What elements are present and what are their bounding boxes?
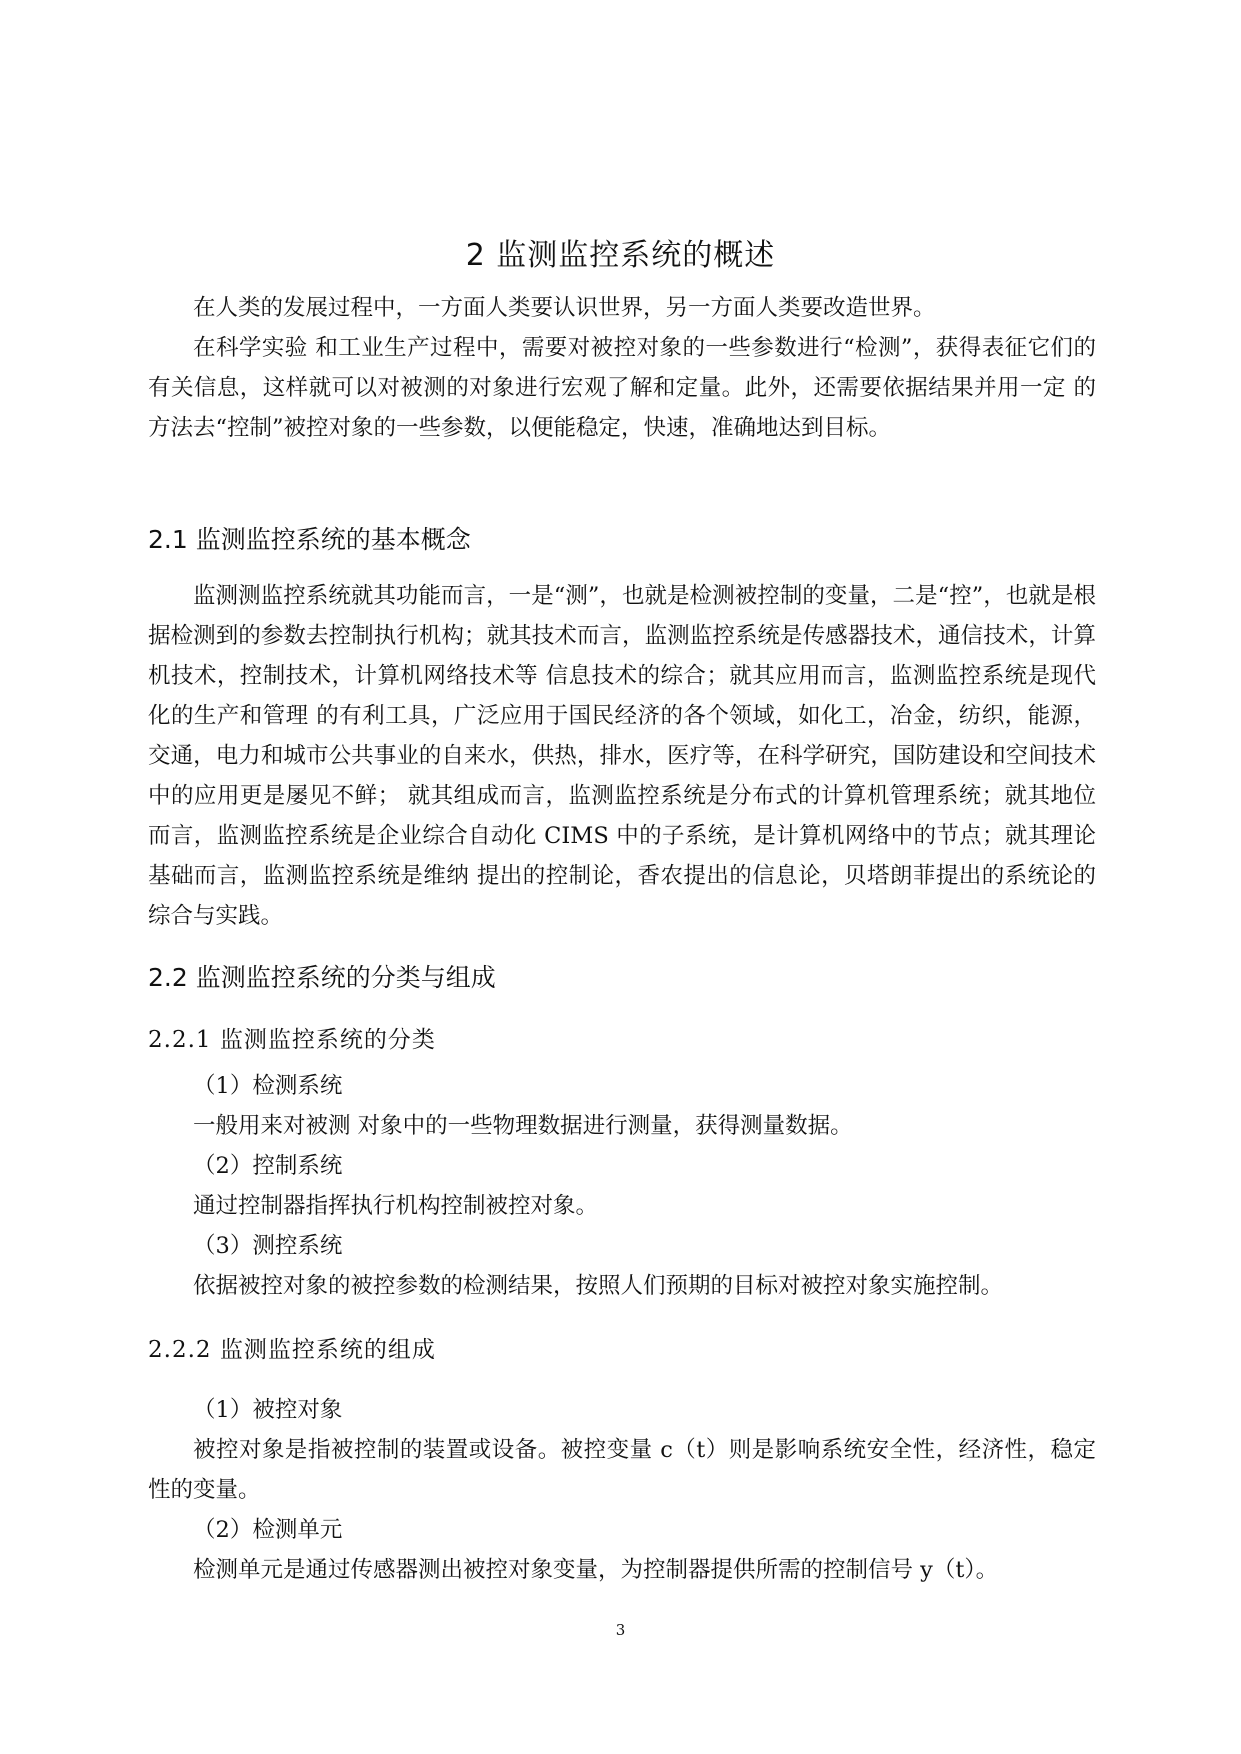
item-label-measure-control-system: （3）测控系统 bbox=[193, 1233, 343, 1259]
item-label-detection-system: （1）检测系统 bbox=[193, 1073, 343, 1099]
item-label-detection-unit: （2）检测单元 bbox=[193, 1517, 343, 1543]
section-heading-2-1: 2.1 监测监控系统的基本概念 bbox=[148, 525, 471, 554]
section-heading-2-2: 2.2 监测监控系统的分类与组成 bbox=[148, 963, 496, 992]
item-text-measure-control-system: 依据被控对象的被控参数的检测结果，按照人们预期的目标对被控对象实施控制。 bbox=[193, 1273, 1004, 1299]
item-label-control-system: （2）控制系统 bbox=[193, 1153, 343, 1179]
subsection-heading-2-2-2: 2.2.2 监测监控系统的组成 bbox=[148, 1337, 436, 1363]
subsection-heading-2-2-1: 2.2.1 监测监控系统的分类 bbox=[148, 1027, 436, 1053]
chapter-paragraph-2: 在科学实验 和工业生产过程中，需要对被控对象的一些参数进行“检测”，获得表征它们的有关信息，这样就可以对被测的对象进行宏观了解和定量。此外，还需要依据结果并用一定 的方法去“控制”被控对象的一些参数，以便能稳定，快速，准确地达到目标。 bbox=[148, 335, 1096, 441]
chapter-paragraph-1: 在人类的发展过程中，一方面人类要认识世界，另一方面人类要改造世界。 bbox=[193, 295, 936, 321]
chapter-title: 2 监测监控系统的概述 bbox=[465, 238, 776, 273]
page-number: 3 bbox=[615, 1621, 626, 1639]
item-text-detection-unit: 检测单元是通过传感器测出被控对象变量，为控制器提供所需的控制信号 y（t）。 bbox=[193, 1557, 999, 1583]
item-text-detection-system: 一般用来对被测 对象中的一些物理数据进行测量，获得测量数据。 bbox=[193, 1113, 853, 1139]
item-label-controlled-object: （1）被控对象 bbox=[193, 1397, 343, 1423]
item-text-control-system: 通过控制器指挥执行机构控制被控对象。 bbox=[193, 1193, 599, 1219]
item-text-controlled-object: 被控对象是指被控制的装置或设备。被控变量 c（t）则是影响系统安全性，经济性，稳定性的变量。 bbox=[148, 1437, 1096, 1503]
section-2-1-paragraph: 监测测监控系统就其功能而言，一是“测”，也就是检测被控制的变量，二是“控”，也就是根据检测到的参数去控制执行机构；就其技术而言，监测监控系统是传感器技术，通信技术，计算机技术，控制技术，计算机网络技术等 信息技术的综合；就其应用而言，监测监控系统是现代化的生产和管理 的有利工具，广泛应用于国民经济的各个领域，如化工，冶金，纺织，能源，交通，电力和城市公共事业的自来水，供热，排水，医疗等，在科学研究，国防建设和空间技术中的应用更是屡见不鲜； 就其组成而言，监测监控系统是分布式的计算机管理系统；就其地位而言，监测监控系统是企业综合自动化 CIMS 中的子系统，是计算机网络中的节点；就其理论基础而言，监测监控系统是维纳 提出的控制论，香农提出的信息论，贝塔朗菲提出的系统论的综合与实践。 bbox=[148, 583, 1096, 929]
